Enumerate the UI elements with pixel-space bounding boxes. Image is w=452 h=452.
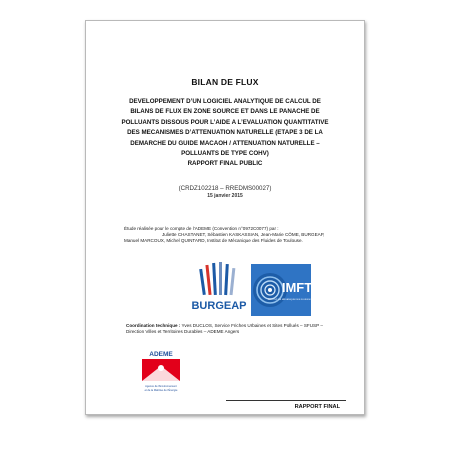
subtitle-line: RAPPORT FINAL PUBLIC — [187, 160, 263, 168]
coordination-text: Yves DUCLOS, Service Friches Urbaines et Sites Pollués – SFUSP – — [180, 323, 323, 328]
burgeap-logo — [189, 261, 249, 319]
study-credits — [124, 226, 346, 244]
document-page — [85, 20, 365, 415]
imft-wordmark: IMFT — [281, 280, 313, 295]
burgeap-bars-icon — [199, 262, 235, 295]
footer-divider — [226, 400, 346, 401]
burgeap-wordmark: BURGEAP — [191, 300, 247, 312]
report-title: BILAN DE FLUX — [191, 77, 259, 87]
coordination-block — [126, 323, 342, 335]
study-line: Manuel MARCOUX, Michel QUINTARD, Institut de Mécanique des Fluides de Toulouse. — [124, 238, 303, 243]
subtitle-line: BILANS DE FLUX EN ZONE SOURCE ET DANS LE PANACHE DE — [130, 108, 320, 116]
coordination-line: Direction Villes et Territoires Durables – ADEME Angers — [126, 329, 240, 334]
ademe-logo — [136, 346, 186, 396]
study-line: Étude réalisée pour le compte de l’ADEME (Convention n°0972C0077) par : — [124, 226, 279, 231]
report-date: 15 janvier 2015 — [207, 193, 243, 199]
imft-logo — [251, 264, 327, 316]
footer-label: RAPPORT FINAL — [294, 404, 340, 410]
report-subtitle — [110, 97, 340, 170]
ademe-caption: Agence de l'Environnement — [145, 385, 177, 388]
subtitle-line: POLLUANTS DISSOUS POUR L’AIDE A L’EVALUATION QUANTITATIVE — [121, 118, 329, 126]
report-reference: (CRDZ102218 – RREDMS00027) — [178, 185, 272, 192]
study-line: Juliette CHASTANET, Sébastien KASKASSIAN, Jean-Marie CÔME, BURGEAP, — [162, 232, 325, 237]
subtitle-line: POLLUANTS DE TYPE COHV) — [181, 150, 269, 158]
ademe-emblem-icon — [142, 359, 180, 381]
subtitle-line: DEMARCHE DU GUIDE MACAOH / ATTENUATION NATURELLE – — [130, 139, 320, 147]
ademe-caption: et de la Maîtrise de l'Énergie — [144, 389, 178, 392]
subtitle-line: DEVELOPPEMENT D’UN LOGICIEL ANALYTIQUE DE CALCUL DE — [129, 98, 321, 105]
subtitle-line: DES MECANISMES D’ATTENUATION NATURELLE (ETAPE 3 DE LA — [127, 129, 323, 137]
coordination-label: Coordination technique : — [126, 323, 181, 328]
ademe-wordmark: ADEME — [149, 351, 173, 358]
imft-caption: INSTITUT DE MÉCANIQUE DES FLUIDES DE TOULOUSE — [267, 299, 327, 301]
